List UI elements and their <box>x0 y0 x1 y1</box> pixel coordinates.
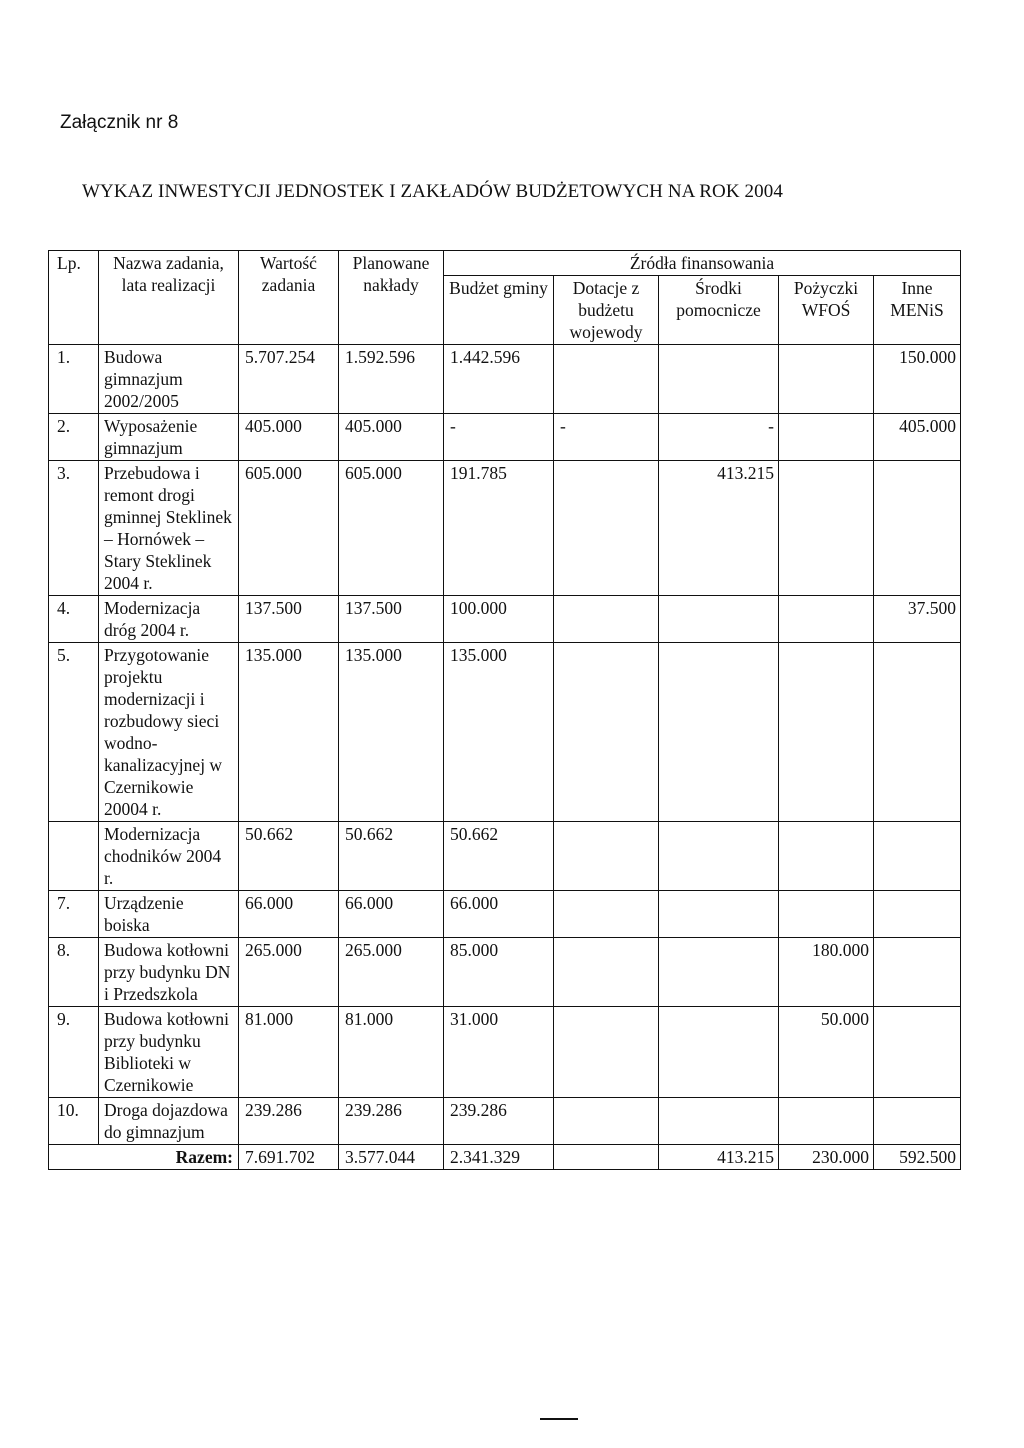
table-row <box>49 1007 961 1098</box>
row-budget: 85.000 <box>444 938 554 1007</box>
row-aid <box>659 1098 779 1145</box>
row-loans <box>779 822 874 891</box>
table-row <box>49 414 961 461</box>
row-planned: 66.000 <box>339 891 444 938</box>
row-budget: 50.662 <box>444 822 554 891</box>
row-value: 265.000 <box>239 938 339 1007</box>
row-budget: 100.000 <box>444 596 554 643</box>
row-loans: 180.000 <box>779 938 874 1007</box>
row-loans <box>779 596 874 643</box>
row-lp: 1. <box>49 345 99 414</box>
row-value: 137.500 <box>239 596 339 643</box>
row-value: 5.707.254 <box>239 345 339 414</box>
row-other <box>874 461 961 596</box>
row-budget: 66.000 <box>444 891 554 938</box>
header-loans: Pożyczki WFOŚ <box>779 276 874 345</box>
row-subsidy <box>554 891 659 938</box>
row-name: Modernizacja chodników 2004 r. <box>99 822 239 891</box>
table-row <box>49 822 961 891</box>
row-aid <box>659 345 779 414</box>
row-aid <box>659 822 779 891</box>
row-lp: 5. <box>49 643 99 822</box>
row-aid: - <box>659 414 779 461</box>
row-value: 66.000 <box>239 891 339 938</box>
row-subsidy <box>554 1098 659 1145</box>
document-title: WYKAZ INWESTYCJI JEDNOSTEK I ZAKŁADÓW BUDŻETOWYCH NA ROK 2004 <box>82 181 783 202</box>
row-value: 81.000 <box>239 1007 339 1098</box>
row-planned: 137.500 <box>339 596 444 643</box>
row-loans: 50.000 <box>779 1007 874 1098</box>
row-name: Budowa gimnazjum 2002/2005 <box>99 345 239 414</box>
row-loans <box>779 461 874 596</box>
row-lp: 7. <box>49 891 99 938</box>
row-other <box>874 643 961 822</box>
table-row <box>49 596 961 643</box>
row-loans <box>779 1098 874 1145</box>
row-name: Modernizacja dróg 2004 r. <box>99 596 239 643</box>
totals-other: 592.500 <box>874 1145 961 1170</box>
row-budget: 239.286 <box>444 1098 554 1145</box>
totals-budget: 2.341.329 <box>444 1145 554 1170</box>
row-planned: 81.000 <box>339 1007 444 1098</box>
row-subsidy <box>554 345 659 414</box>
table-row <box>49 345 961 414</box>
row-name: Urządzenie boiska <box>99 891 239 938</box>
header-sources: Źródła finansowania <box>444 251 961 276</box>
row-lp: 4. <box>49 596 99 643</box>
row-other: 37.500 <box>874 596 961 643</box>
totals-subsidy <box>554 1145 659 1170</box>
row-name: Przebudowa i remont drogi gminnej Steklinek – Hornówek – Stary Steklinek 2004 r. <box>99 461 239 596</box>
row-other <box>874 822 961 891</box>
header-aid: Środki pomocnicze <box>659 276 779 345</box>
row-subsidy <box>554 643 659 822</box>
row-planned: 1.592.596 <box>339 345 444 414</box>
totals-value: 7.691.702 <box>239 1145 339 1170</box>
row-planned: 239.286 <box>339 1098 444 1145</box>
row-other <box>874 938 961 1007</box>
row-other: 405.000 <box>874 414 961 461</box>
row-budget: 1.442.596 <box>444 345 554 414</box>
row-lp: 2. <box>49 414 99 461</box>
investment-table <box>48 250 961 1170</box>
row-subsidy <box>554 596 659 643</box>
row-subsidy <box>554 938 659 1007</box>
row-subsidy: - <box>554 414 659 461</box>
row-value: 50.662 <box>239 822 339 891</box>
row-name: Droga dojazdowa do gimnazjum <box>99 1098 239 1145</box>
header-planned: Planowane nakłady <box>339 251 444 345</box>
header-row <box>49 251 961 276</box>
row-planned: 265.000 <box>339 938 444 1007</box>
attachment-label: Załącznik nr 8 <box>60 112 179 133</box>
table-row <box>49 643 961 822</box>
footer-rule <box>540 1418 578 1420</box>
row-name: Budowa kotłowni przy budynku Biblioteki w Czernikowie <box>99 1007 239 1098</box>
table-row <box>49 1098 961 1145</box>
row-planned: 50.662 <box>339 822 444 891</box>
row-budget: 191.785 <box>444 461 554 596</box>
header-lp: Lp. <box>49 251 99 345</box>
row-other <box>874 891 961 938</box>
row-loans <box>779 643 874 822</box>
table-row <box>49 938 961 1007</box>
row-lp: 10. <box>49 1098 99 1145</box>
totals-planned: 3.577.044 <box>339 1145 444 1170</box>
row-other <box>874 1007 961 1098</box>
row-lp <box>49 822 99 891</box>
header-subsidy: Dotacje z budżetu wojewody <box>554 276 659 345</box>
row-other <box>874 1098 961 1145</box>
row-aid <box>659 643 779 822</box>
row-name: Przygotowanie projektu modernizacji i rozbudowy sieci wodno-kanalizacyjnej w Czernikowie 20004 r. <box>99 643 239 822</box>
row-value: 239.286 <box>239 1098 339 1145</box>
row-subsidy <box>554 822 659 891</box>
row-budget: 135.000 <box>444 643 554 822</box>
row-budget: - <box>444 414 554 461</box>
row-value: 405.000 <box>239 414 339 461</box>
totals-loans: 230.000 <box>779 1145 874 1170</box>
row-loans <box>779 891 874 938</box>
row-value: 135.000 <box>239 643 339 822</box>
row-other: 150.000 <box>874 345 961 414</box>
row-planned: 135.000 <box>339 643 444 822</box>
row-name: Budowa kotłowni przy budynku DN i Przedszkola <box>99 938 239 1007</box>
row-aid <box>659 596 779 643</box>
table-row <box>49 891 961 938</box>
table-row <box>49 461 961 596</box>
row-loans <box>779 345 874 414</box>
row-aid <box>659 891 779 938</box>
row-planned: 605.000 <box>339 461 444 596</box>
row-aid: 413.215 <box>659 461 779 596</box>
row-value: 605.000 <box>239 461 339 596</box>
totals-aid: 413.215 <box>659 1145 779 1170</box>
header-name: Nazwa zadania, lata realizacji <box>99 251 239 345</box>
row-lp: 9. <box>49 1007 99 1098</box>
row-lp: 8. <box>49 938 99 1007</box>
totals-row <box>49 1145 961 1170</box>
row-subsidy <box>554 461 659 596</box>
header-budget: Budżet gminy <box>444 276 554 345</box>
row-aid <box>659 1007 779 1098</box>
row-budget: 31.000 <box>444 1007 554 1098</box>
row-lp: 3. <box>49 461 99 596</box>
row-loans <box>779 414 874 461</box>
row-name: Wyposażenie gimnazjum <box>99 414 239 461</box>
totals-label: Razem: <box>49 1145 239 1170</box>
row-planned: 405.000 <box>339 414 444 461</box>
row-subsidy <box>554 1007 659 1098</box>
header-value: Wartość zadania <box>239 251 339 345</box>
header-other: Inne MENiS <box>874 276 961 345</box>
row-aid <box>659 938 779 1007</box>
